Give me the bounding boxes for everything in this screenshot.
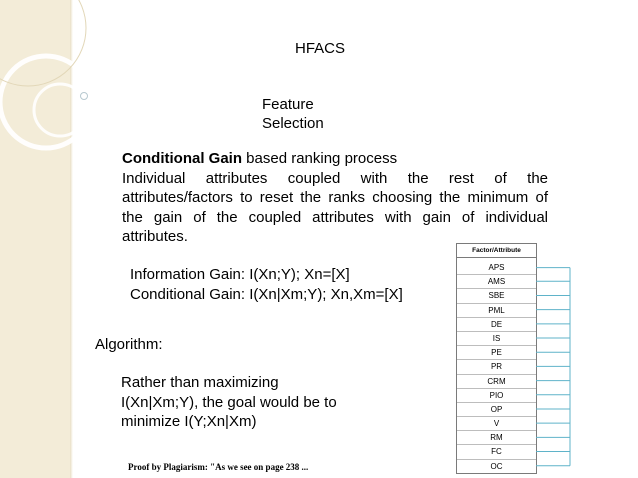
factor-row-op: OP (457, 402, 536, 416)
factor-table-header: Factor/Attribute (457, 244, 536, 258)
algorithm-line-3: minimize I(Y;Xn|Xm) (121, 413, 257, 430)
factor-row-sbe: SBE (457, 288, 536, 302)
factor-row-aps: APS (488, 263, 505, 272)
algorithm-line-2: I(Xn|Xm;Y), the goal would be to (121, 393, 337, 411)
factor-row-pr: PR (457, 359, 536, 373)
feature-line-2: Selection (262, 115, 324, 132)
factor-row-is: IS (457, 331, 536, 345)
slide-title: HFACS (294, 40, 345, 57)
factor-row-v: V (457, 416, 536, 430)
algorithm-line-1: Rather than maximizing (121, 374, 279, 391)
factor-row-de: DE (457, 317, 536, 331)
conditional-gain-bold: Conditional Gain (122, 150, 242, 167)
factor-row-fc: FC (457, 444, 536, 458)
factor-row-pe: PE (457, 345, 536, 359)
feature-line-1: Feature (262, 96, 314, 113)
conditional-gain-paragraph: Individual attributes coupled with the rest of the attributes/factors to reset the ranks choosing the minimum of the gain of the coupled attributes with gain of individual attributes. (122, 169, 548, 245)
factor-row-crm: CRM (457, 374, 536, 388)
factor-row-oc: OC (457, 459, 536, 473)
factor-row-rm: RM (457, 430, 536, 444)
conditional-gain-formula: Conditional Gain: I(Xn|Xm;Y); Xn,Xm=[X] (130, 285, 403, 303)
conditional-gain-rest: based ranking process (242, 150, 398, 167)
footer-citation: Proof by Plagiarism: "As we see on page 238 ... (128, 462, 309, 472)
information-gain-formula: Information Gain: I(Xn;Y); Xn=[X] (130, 266, 350, 283)
algorithm-label: Algorithm: (95, 336, 163, 353)
factor-row-pio: PIO (457, 388, 536, 402)
factor-row-ams: AMS (457, 274, 536, 288)
factor-row-pml: PML (457, 303, 536, 317)
